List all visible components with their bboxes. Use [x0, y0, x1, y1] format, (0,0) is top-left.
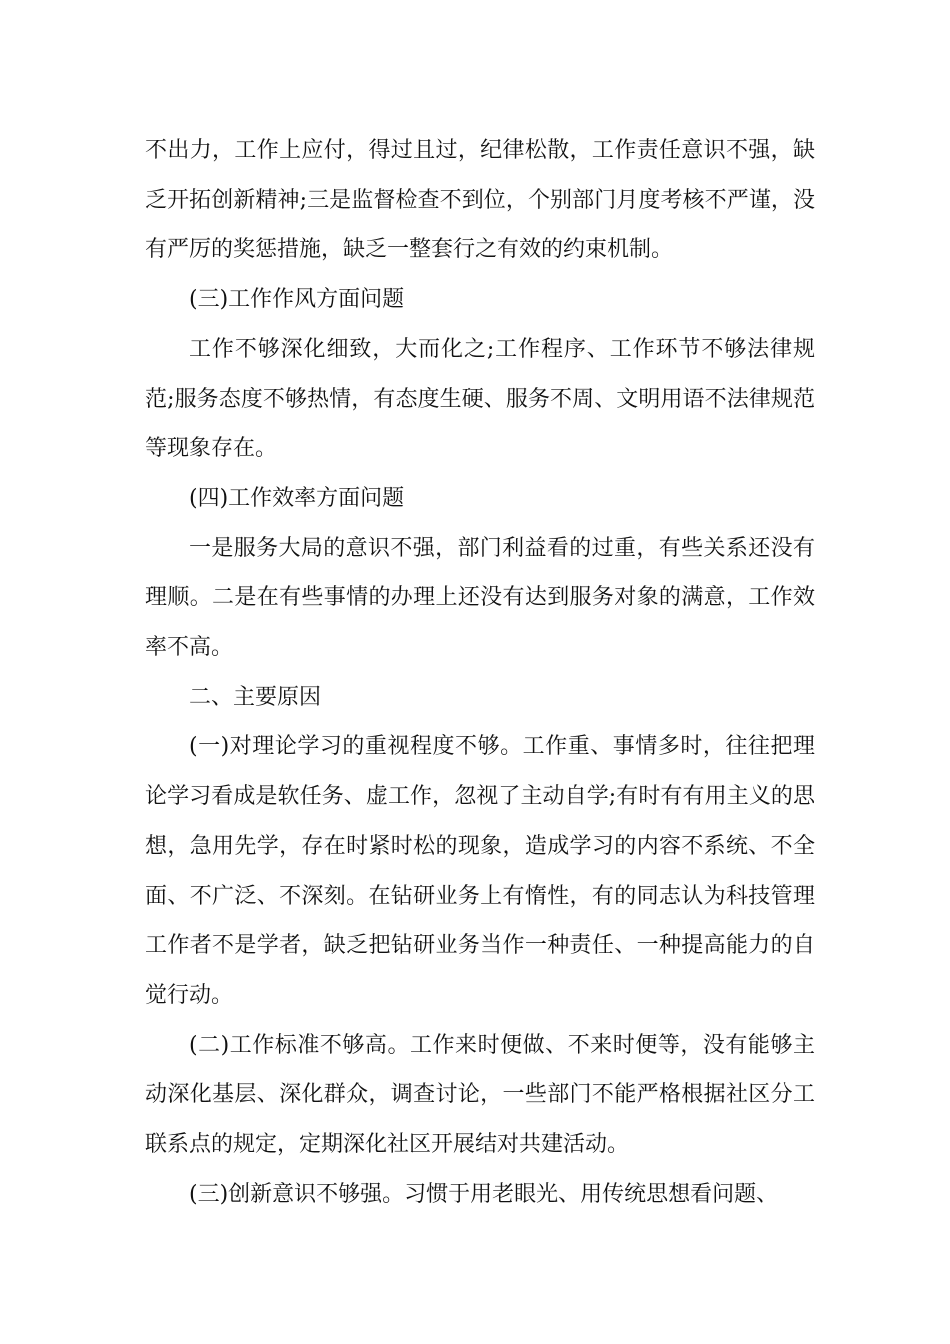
heading-work-style: (三)工作作风方面问题	[189, 287, 405, 313]
paragraph-work-style: 工作不够深化细致，大而化之;工作程序、工作环节不够法律规范;服务态度不够热情，有态度生硬、服务不周、文明用语不法律规范等现象存在。	[145, 336, 815, 462]
heading-work-efficiency: (四)工作效率方面问题	[189, 485, 405, 511]
document-body	[145, 126, 815, 1219]
paragraph-reason-theory-study: (一)对理论学习的重视程度不够。工作重、事情多时，往往把理论学习看成是软任务、虚工作，忽视了主动自学;有时有有用主义的思想，急用先学，存在时紧时松的现象，造成学习的内容不系统、不全面、不广泛、不深刻。在钻研业务上有惰性，有的同志认为科技管理工作者不是学者，缺乏把钻研业务当作一种责任、一种提高能力的自觉行动。	[145, 734, 815, 1008]
heading-main-reasons: 二、主要原因	[189, 684, 322, 710]
paragraph-reason-innovation: (三)创新意识不够强。习惯于用老眼光、用传统思想看问题、	[189, 1181, 779, 1207]
paragraph-continuation: 不出力，工作上应付，得过且过，纪律松散，工作责任意识不强，缺乏开拓创新精神;三是监督检查不到位，个别部门月度考核不严谨，没有严厉的奖惩措施，缺乏一整套行之有效的约束机制。	[145, 138, 815, 263]
paragraph-reason-work-standard: (二)工作标准不够高。工作来时便做、不来时便等，没有能够主动深化基层、深化群众，调查讨论，一些部门不能严格根据社区分工联系点的规定，定期深化社区开展结对共建活动。	[145, 1032, 815, 1158]
paragraph-work-efficiency: 一是服务大局的意识不强，部门利益看的过重，有些关系还没有理顺。二是在有些事情的办理上还没有达到服务对象的满意，工作效率不高。	[145, 535, 815, 661]
